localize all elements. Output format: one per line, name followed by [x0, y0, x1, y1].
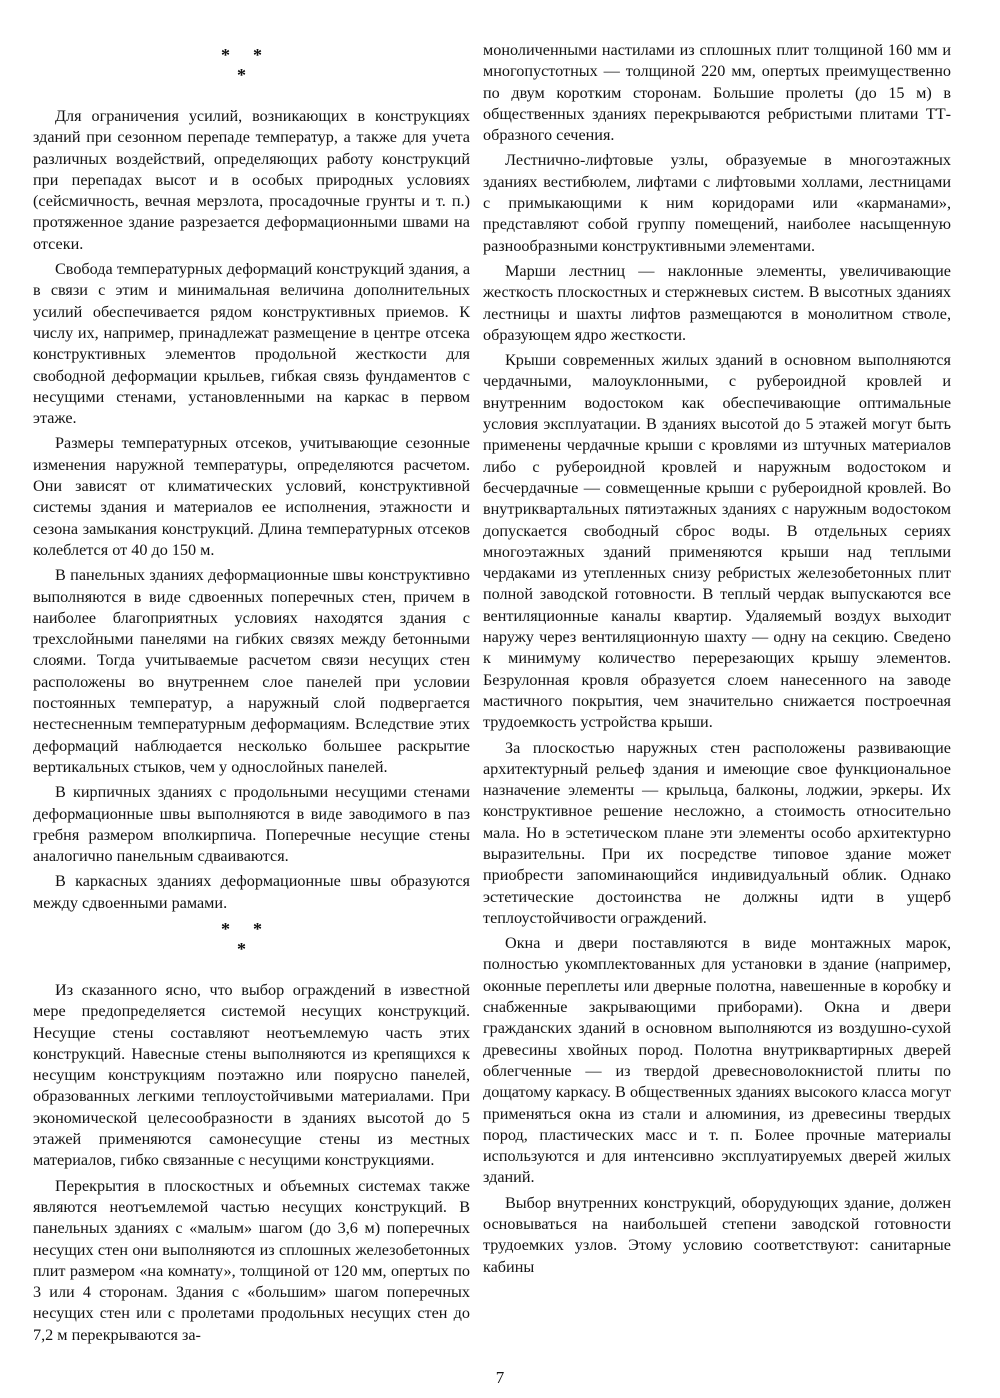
asterisk-icon: *: [253, 918, 262, 939]
paragraph: Свобода температурных деформаций конструкций здания, а в связи с этим и минимальная величина дополнительных усилий обеспечивается рядом конструктивных приемов. К числу их, например, принадлежат размещение в центре отсека конструктивных элементов продольной жесткости для свободной деформации крыльев, гибкая связь фундаментов с несущими стенами, установленными на каркас в первом этаже.: [33, 260, 470, 428]
section-divider-top: [33, 44, 470, 88]
paragraph: Перекрытия в плоскостных и объемных системах также являются неотъемлемой частью несущих конструкций. В панельных зданиях с «малым» шагом (до 3,6 м) поперечных несущих стен они выполняются из сплошных железобетонных плит размером «на комнату», толщиной от 120 мм, опертых по 3 или 4 сторонам. Здания с «большим» шагом поперечных несущих стен или с пролетами продольных несущих стен до 7,2 м перекрываются за-: [33, 1176, 470, 1344]
asterisk-icon: *: [237, 938, 246, 959]
paragraph: Выбор внутренних конструкций, оборудующих здание, должен основываться на наибольшей степени заводской готовности трудоемких узлов. Этому условию соответствуют: санитарные кабины: [483, 1193, 951, 1276]
paragraph: Для ограничения усилий, возникающих в конструкциях зданий при сезонном перепаде температур, а также для учета различных воздействий, определяющих работу конструкций при перепадах высот и в особых природных условиях (сейсмичность, вечная мерзлота, просадочные грунты и т. п.) протяженное здание разрезается деформационными швами на отсеки.: [33, 107, 470, 253]
paragraph-continuation: моноличенными настилами из сплошных плит толщиной 160 мм и многопустотных — толщиной 220 мм, опертых преимущественно по двум коротким сторонам. Большие пролеты (до 15 м) в общественных зданиях перекрываются ребристыми плитами ТТ-образного сечения.: [483, 41, 951, 145]
paragraph: Из сказанного ясно, что выбор ограждений в известной мере предопределяется системой несущих конструкций. Несущие стены составляют неотъемлемую часть этих конструкций. Навесные стены выполняются из крепящихся к несущим конструкциям поэтажно или поярусно панелей, образованных легкими теплоустойчивыми материалами. При экономической целесообразности в зданиях высотой до 5 этажей применяются самонесущие стены из местных материалов, гибко связанные с несущими конструкциями.: [33, 980, 470, 1170]
paragraph: Марши лестниц — наклонные элементы, увеличивающие жесткость плоскостных и стержневых систем. В высотных зданиях лестницы и шахты лифтов размещаются в монолитном стволе, образующем ядро жесткости.: [483, 261, 951, 344]
paragraph: В каркасных зданиях деформационные швы образуются между сдвоенными рамами.: [33, 872, 470, 912]
right-column: [483, 40, 951, 1282]
section-divider-middle: [33, 918, 470, 962]
page-number: 7: [495, 1368, 505, 1387]
asterisk-icon: *: [221, 45, 230, 65]
paragraph: В кирпичных зданиях с продольными несущими стенами деформационные швы выполняются в виде заводимого в паз гребня размером вполкирпича. Поперечные несущие стены аналогично панельным сдваиваются.: [33, 783, 470, 866]
asterisk-icon: *: [221, 918, 230, 939]
paragraph: В панельных зданиях деформационные швы конструктивно выполняются в виде сдвоенных поперечных стен, причем в наиболее благоприятных условиях находятся здания с трехслойными панелями на гибких связях между бетонными слоями. Тогда учитываемые расчетом связи несущих стен расположены во внутреннем слое панелей при условии постоянных температур, а наружный слой подвергается нестесненным температурным деформациям. Вследствие этих деформаций наблюдается несколько большее раскрытие вертикальных стыков, чем у однослойных панелей.: [33, 566, 470, 776]
paragraph: Крыши современных жилых зданий в основном выполняются чердачными, малоуклонными, с рубероидной кровлей и внутренним водостоком как обеспечивающие оптимальные условия эксплуатации. В зданиях высотой до 5 этажей могут быть применены чердачные крыши с кровлями из штучных материалов либо с рубероидной кровлей и наружным водостоком и бесчердачные — совмещенные крыши с рубероидной кровлей. Во внутриквартальных пятиэтажных зданиях с наружным водостоком допускается свободный сброс воды. В отдельных сериях многоэтажных зданий применяются крыши над теплыми чердаками из утепленных снизу ребристых железобетонных плит полной заводской готовности. В теплый чердак выпускаются все вентиляционные каналы квартир. Удаляемый воздух выходит наружу через вентиляционную шахту — одну на секцию. Сведено к минимуму количество перерезающих крышу элементов. Безрулонная кровля образуется слоем нанесенного на заводе мастичного покрытия, чем значительно снижается построечная трудоемкость устройства крыши.: [483, 351, 951, 732]
paragraph: За плоскостью наружных стен расположены развивающие архитектурный рельеф здания и имеющие свое функциональное назначение элементы — крыльца, балконы, лоджии, эркеры. Их конструктивное решение несложно, а стоимость относительно мала. Но в эстетическом плане эти элементы особо архитектурно выразительны. При их посредстве типовое здание может приобрести запоминающийся индивидуальный облик. Однако эстетические достоинства не должны идти в ущерб теплоустойчивости ограждений.: [483, 738, 951, 927]
paragraph: Лестнично-лифтовые узлы, образуемые в многоэтажных зданиях вестибюлем, лифтами с лифтовыми холлами, лестницами с примыкающими к ним коридорами или «карманами», представляют собой группу помещений, наиболее насыщенную разнообразными конструктивными элементами.: [483, 151, 951, 255]
paragraph: Окна и двери поставляются в виде монтажных марок, полностью укомплектованных для установки в здание (например, оконные переплеты или дверные полотна, навешенные в коробку и снабженные закрывающими приборами). Окна и двери гражданских зданий в основном выполняются из воздушно-сухой древесины хвойных пород. Полотна внутриквартирных дверей облегченные — из твердой древесноволокнистой плиты по дощатому каркасу. В общественных зданиях высокого класса могут применяться окна из стали и алюминия, из древесины твердых пород, пластических масс и т. п. Более прочные материалы используются и для интенсивно эксплуатируемых дверей жилых зданий.: [483, 934, 951, 1187]
paragraph: Размеры температурных отсеков, учитывающие сезонные изменения наружной температуры, определяются расчетом. Они зависят от климатических условий, конструктивной системы здания и материалов ее исполнения, этажности и сезона замыкания конструкций. Длина температурных отсеков колеблется от 40 до 150 м.: [33, 434, 470, 559]
asterisk-icon: *: [253, 45, 262, 65]
asterisk-icon: *: [237, 65, 246, 85]
left-column: [33, 40, 470, 1350]
